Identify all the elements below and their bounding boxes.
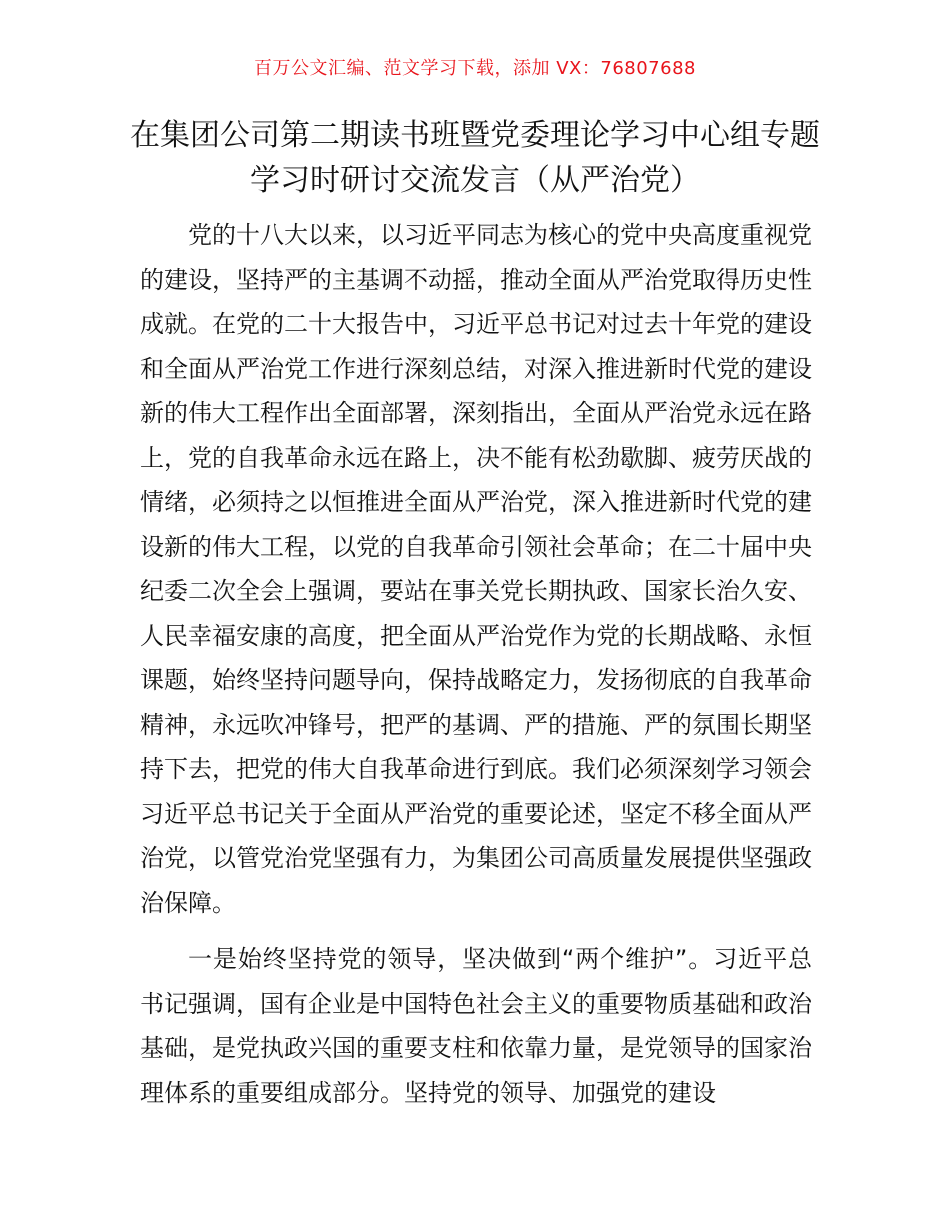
paragraph-intro: 党的十八大以来，以习近平同志为核心的党中央高度重视党的建设，坚持严的主基调不动摇，推动全面从严治党取得历史性成就。在党的二十大报告中，习近平总书记对过去十年党的建设和全面从严治党工作进行深刻总结，对深入推进新时代党的建设新的伟大工程作出全面部署，深刻指出，全面从严治党永远在路上，党的自我革命永远在路上，决不能有松劲歇脚、疲劳厌战的情绪，必须持之以恒推进全面从严治党，深入推进新时代党的建设新的伟大工程，以党的自我革命引领社会革命；在二十届中央纪委二次全会上强调，要站在事关党长期执政、国家长治久安、人民幸福安康的高度，把全面从严治党作为党的长期战略、永恒课题，始终坚持问题导向，保持战略定力，发扬彻底的自我革命精神，永远吹冲锋号，把严的基调、严的措施、严的氛围长期坚持下去，把党的伟大自我革命进行到底。我们必须深刻学习领会习近平总书记关于全面从严治党的重要论述，坚定不移全面从严治党，以管党治党坚强有力，为集团公司高质量发展提供坚强政治保障。 <box>140 221 812 917</box>
paragraph-point-one: 一是始终坚持党的领导，坚决做到“两个维护”。习近平总书记强调，国有企业是中国特色社会主义的重要物质基础和政治基础，是党执政兴国的重要支柱和依靠力量，是党领导的国家治理体系的重要组成部分。坚持党的领导、加强党的建设 <box>140 945 812 1107</box>
header-banner: 百万公文汇编、范文学习下载，添加 VX：76807688 <box>254 58 696 79</box>
document-body <box>140 213 812 1115</box>
document-title: 在集团公司第二期读书班暨党委理论学习中心组专题学习时研讨交流发言（从严治党） <box>130 118 820 198</box>
